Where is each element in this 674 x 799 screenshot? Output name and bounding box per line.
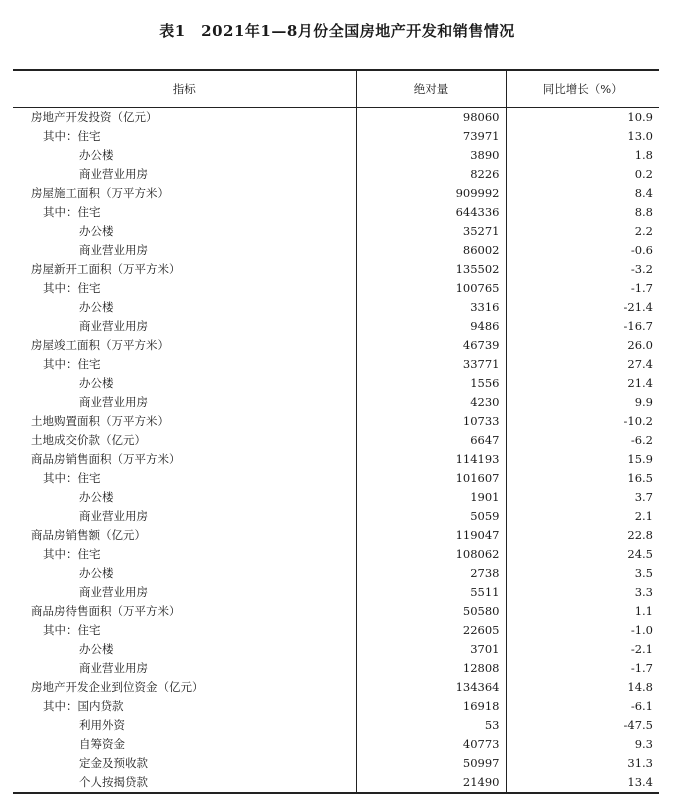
row-growth-value: 8.8 xyxy=(506,203,659,222)
row-label: 个人按揭贷款 xyxy=(13,773,356,793)
row-growth-value: 10.9 xyxy=(506,107,659,127)
row-growth-value: 24.5 xyxy=(506,545,659,564)
row-label: 其中：住宅 xyxy=(43,128,101,143)
table-row xyxy=(13,659,659,678)
row-growth-value: -2.1 xyxy=(506,640,659,659)
row-growth-value: 0.2 xyxy=(506,165,659,184)
row-growth-value: 15.9 xyxy=(506,450,659,469)
row-growth-value: 2.1 xyxy=(506,507,659,526)
row-absolute-value: 1556 xyxy=(356,374,506,393)
row-label: 其中：住宅 xyxy=(43,546,101,561)
row-label: 商业营业用房 xyxy=(79,318,148,333)
row-growth-value: 21.4 xyxy=(506,374,659,393)
row-growth-value: -16.7 xyxy=(506,317,659,336)
row-growth-value: -47.5 xyxy=(506,716,659,735)
row-label: 其中：住宅 xyxy=(43,470,101,485)
row-growth-value: 1.8 xyxy=(506,146,659,165)
row-absolute-value: 98060 xyxy=(356,107,506,127)
table-row xyxy=(13,241,659,260)
row-absolute-value: 3316 xyxy=(356,298,506,317)
row-label: 其中：国内贷款 xyxy=(43,698,124,713)
table-row xyxy=(13,469,659,488)
row-absolute-value: 1901 xyxy=(356,488,506,507)
table-row xyxy=(13,545,659,564)
row-label: 土地成交价款（亿元） xyxy=(31,432,146,447)
table-row xyxy=(13,678,659,697)
row-label: 商业营业用房 xyxy=(79,584,148,599)
table-row xyxy=(13,431,659,450)
row-growth-value: 22.8 xyxy=(506,526,659,545)
row-absolute-value: 909992 xyxy=(356,184,506,203)
row-absolute-value: 134364 xyxy=(356,678,506,697)
row-growth-value: 27.4 xyxy=(506,355,659,374)
row-absolute-value: 3701 xyxy=(356,640,506,659)
row-label: 办公楼 xyxy=(79,223,114,238)
row-label: 房地产开发投资（亿元） xyxy=(31,109,158,124)
table-row xyxy=(13,773,659,793)
row-label: 商业营业用房 xyxy=(79,242,148,257)
table-row xyxy=(13,298,659,317)
row-label: 自筹资金 xyxy=(79,736,125,751)
table-row xyxy=(13,165,659,184)
table-row xyxy=(13,260,659,279)
row-growth-value: 9.9 xyxy=(506,393,659,412)
row-absolute-value: 2738 xyxy=(356,564,506,583)
row-growth-value: -0.6 xyxy=(506,241,659,260)
table-row xyxy=(13,412,659,431)
table-row xyxy=(13,602,659,621)
row-growth-value: 16.5 xyxy=(506,469,659,488)
table-header xyxy=(13,70,659,107)
row-absolute-value: 22605 xyxy=(356,621,506,640)
row-label: 其中：住宅 xyxy=(43,204,101,219)
row-absolute-value: 114193 xyxy=(356,450,506,469)
table-body xyxy=(13,107,659,793)
table-row xyxy=(13,107,659,127)
row-label: 办公楼 xyxy=(79,147,114,162)
row-label: 商品房待售面积（万平方米） xyxy=(31,603,181,618)
row-growth-value: 3.3 xyxy=(506,583,659,602)
table-row xyxy=(13,222,659,241)
row-label: 土地购置面积（万平方米） xyxy=(31,413,169,428)
row-absolute-value: 644336 xyxy=(356,203,506,222)
table-row xyxy=(13,336,659,355)
table-row xyxy=(13,621,659,640)
row-absolute-value: 50580 xyxy=(356,602,506,621)
table-row xyxy=(13,127,659,146)
table-row xyxy=(13,754,659,773)
data-table xyxy=(13,69,659,794)
table-row xyxy=(13,203,659,222)
table-row xyxy=(13,735,659,754)
row-label: 房地产开发企业到位资金（亿元） xyxy=(31,679,204,694)
row-label: 办公楼 xyxy=(79,299,114,314)
row-growth-value: -10.2 xyxy=(506,412,659,431)
row-label: 商业营业用房 xyxy=(79,508,148,523)
table-row xyxy=(13,697,659,716)
row-label: 房屋施工面积（万平方米） xyxy=(31,185,169,200)
row-absolute-value: 73971 xyxy=(356,127,506,146)
row-growth-value: 14.8 xyxy=(506,678,659,697)
row-absolute-value: 50997 xyxy=(356,754,506,773)
row-absolute-value: 9486 xyxy=(356,317,506,336)
table-row xyxy=(13,355,659,374)
row-growth-value: 8.4 xyxy=(506,184,659,203)
table-row xyxy=(13,583,659,602)
row-label: 其中：住宅 xyxy=(43,280,101,295)
row-label: 办公楼 xyxy=(79,489,114,504)
table-row xyxy=(13,564,659,583)
row-growth-value: 13.0 xyxy=(506,127,659,146)
table-row xyxy=(13,279,659,298)
row-growth-value: -6.2 xyxy=(506,431,659,450)
table-row xyxy=(13,146,659,165)
row-absolute-value: 119047 xyxy=(356,526,506,545)
row-absolute-value: 4230 xyxy=(356,393,506,412)
row-label: 其中：住宅 xyxy=(43,356,101,371)
row-label: 其中：住宅 xyxy=(43,622,101,637)
row-growth-value: -1.7 xyxy=(506,279,659,298)
row-absolute-value: 100765 xyxy=(356,279,506,298)
row-absolute-value: 10733 xyxy=(356,412,506,431)
row-label: 办公楼 xyxy=(79,641,114,656)
row-growth-value: -3.2 xyxy=(506,260,659,279)
row-growth-value: -1.7 xyxy=(506,659,659,678)
table-row xyxy=(13,317,659,336)
header-absolute: 绝对量 xyxy=(356,70,506,107)
row-growth-value: 13.4 xyxy=(506,773,659,793)
row-label: 商品房销售面积（万平方米） xyxy=(31,451,181,466)
row-growth-value: 31.3 xyxy=(506,754,659,773)
row-growth-value: -21.4 xyxy=(506,298,659,317)
row-absolute-value: 135502 xyxy=(356,260,506,279)
row-absolute-value: 33771 xyxy=(356,355,506,374)
table-row xyxy=(13,526,659,545)
row-label: 定金及预收款 xyxy=(79,755,148,770)
header-indicator: 指标 xyxy=(13,70,356,107)
header-growth: 同比增长（%） xyxy=(506,70,659,107)
row-absolute-value: 6647 xyxy=(356,431,506,450)
row-label: 利用外资 xyxy=(79,717,125,732)
table-row xyxy=(13,716,659,735)
row-absolute-value: 53 xyxy=(356,716,506,735)
table-row xyxy=(13,393,659,412)
row-label: 办公楼 xyxy=(79,565,114,580)
table-title: 表1 2021年1—8月份全国房地产开发和销售情况 xyxy=(159,22,515,40)
row-absolute-value: 5059 xyxy=(356,507,506,526)
table-row xyxy=(13,450,659,469)
row-label: 商品房销售额（亿元） xyxy=(31,527,146,542)
row-growth-value: -1.0 xyxy=(506,621,659,640)
row-label: 商业营业用房 xyxy=(79,394,148,409)
row-absolute-value: 40773 xyxy=(356,735,506,754)
row-absolute-value: 86002 xyxy=(356,241,506,260)
row-growth-value: 9.3 xyxy=(506,735,659,754)
table-row xyxy=(13,507,659,526)
row-growth-value: 1.1 xyxy=(506,602,659,621)
row-label: 商业营业用房 xyxy=(79,166,148,181)
table-row xyxy=(13,374,659,393)
row-absolute-value: 16918 xyxy=(356,697,506,716)
table-row xyxy=(13,184,659,203)
row-growth-value: 26.0 xyxy=(506,336,659,355)
row-absolute-value: 108062 xyxy=(356,545,506,564)
row-absolute-value: 5511 xyxy=(356,583,506,602)
row-label: 办公楼 xyxy=(79,375,114,390)
table-row xyxy=(13,488,659,507)
row-growth-value: 3.5 xyxy=(506,564,659,583)
table-row xyxy=(13,640,659,659)
row-absolute-value: 3890 xyxy=(356,146,506,165)
row-absolute-value: 101607 xyxy=(356,469,506,488)
row-growth-value: 2.2 xyxy=(506,222,659,241)
row-growth-value: 3.7 xyxy=(506,488,659,507)
row-absolute-value: 8226 xyxy=(356,165,506,184)
row-absolute-value: 35271 xyxy=(356,222,506,241)
row-absolute-value: 21490 xyxy=(356,773,506,793)
row-label: 房屋竣工面积（万平方米） xyxy=(31,337,169,352)
row-absolute-value: 46739 xyxy=(356,336,506,355)
row-absolute-value: 12808 xyxy=(356,659,506,678)
row-growth-value: -6.1 xyxy=(506,697,659,716)
row-label: 商业营业用房 xyxy=(79,660,148,675)
row-label: 房屋新开工面积（万平方米） xyxy=(31,261,181,276)
